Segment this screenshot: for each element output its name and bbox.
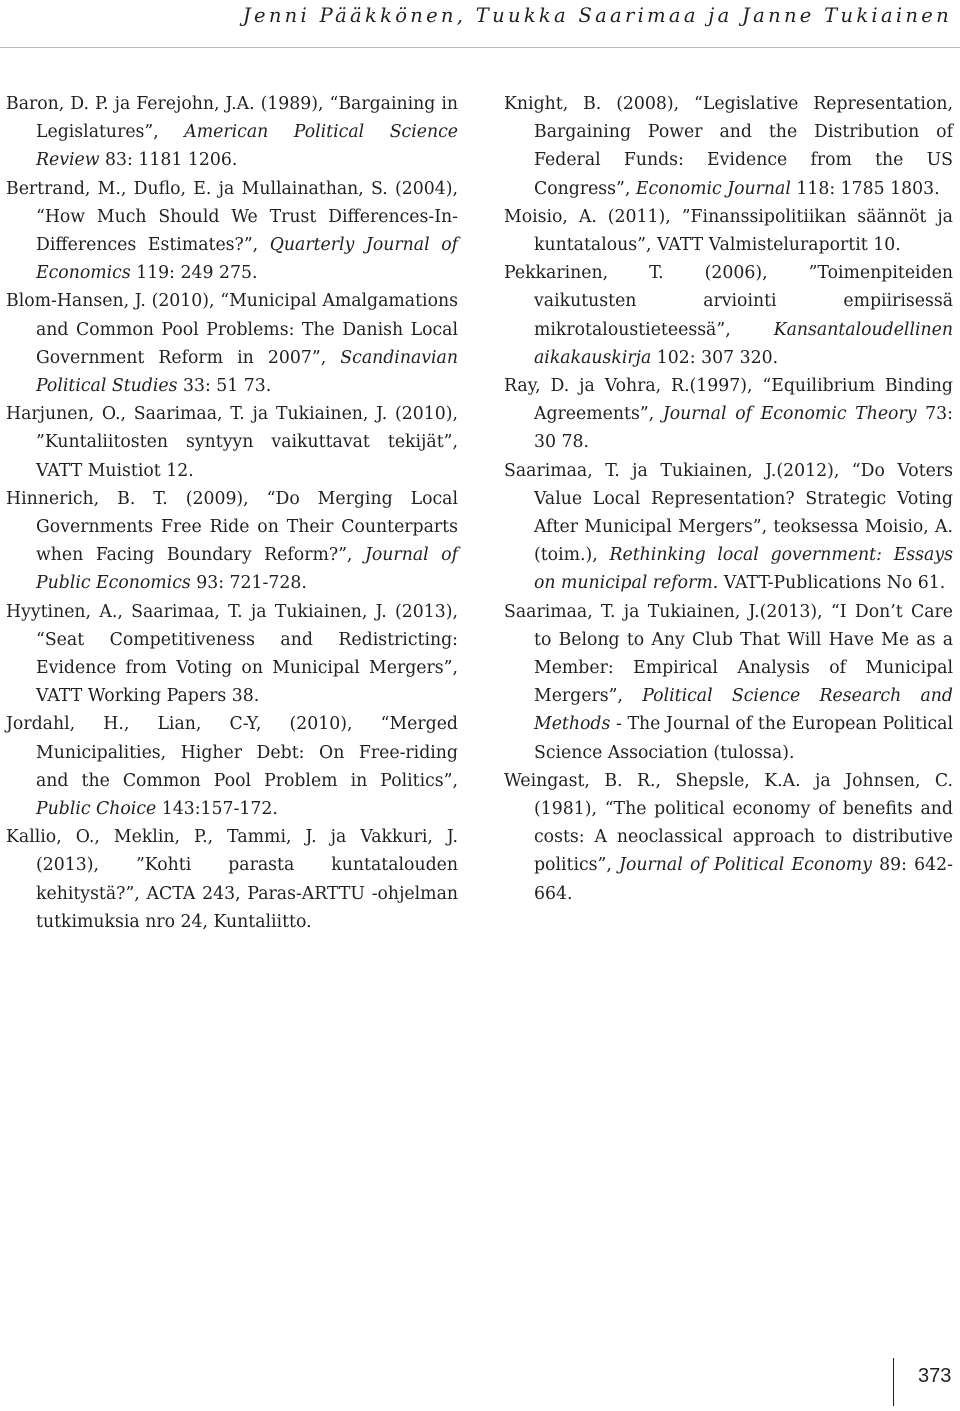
reference-entry bbox=[504, 90, 953, 203]
reference-source-title: Quarterly Journal of Economics bbox=[36, 235, 458, 284]
references-column-left bbox=[6, 90, 458, 936]
reference-entry bbox=[6, 485, 458, 598]
reference-entry bbox=[504, 457, 953, 598]
reference-entry bbox=[6, 710, 458, 823]
reference-source-title: Public Choice bbox=[36, 799, 157, 820]
reference-citation-details: 89: 642-664. bbox=[534, 855, 953, 904]
reference-text: Knight, B. (2008), “Legislative Representation, Bargaining Power and the Distribution of Federal Funds: Evidence from the US Congress”, bbox=[504, 94, 953, 199]
running-header bbox=[0, 0, 960, 48]
reference-text: Saarimaa, T. ja Tukiainen, J.(2013), “I Don’t Care to Belong to Any Club That Will Have Me as a Member: Empirical Analysis of Municipal Mergers”, bbox=[504, 601, 953, 707]
reference-text: Saarimaa, T. ja Tukiainen, J.(2012), “Do Voters Value Local Representation? Strategic Voting After Municipal Mergers”, teoksessa Moisio, A.(toim.), bbox=[504, 460, 953, 566]
page-number: 373 bbox=[893, 1358, 960, 1406]
reference-citation-details: - The Journal of the European Political Science Association (tulossa). bbox=[534, 714, 953, 763]
reference-text: Ray, D. ja Vohra, R.(1997), “Equilibrium Binding Agreements”, bbox=[504, 376, 953, 425]
reference-text: Jordahl, H., Lian, C-Y, (2010), “Merged Municipalities, Higher Debt: On Free-riding and the Common Pool Problem in Politics”, bbox=[6, 714, 458, 791]
reference-citation-details: 119: 249 275. bbox=[130, 263, 258, 284]
reference-source-title: Scandinavian Political Studies bbox=[36, 347, 458, 397]
reference-citation-details: 33: 51 73. bbox=[177, 376, 272, 397]
reference-source-title: Journal of Economic Theory bbox=[662, 404, 917, 425]
running-head-authors: Jenni Pääkkönen, Tuukka Saarimaa ja Janne Tukiainen bbox=[242, 4, 952, 27]
reference-source-title: Political Science Research and Methods bbox=[534, 686, 953, 735]
reference-text: Hinnerich, B. T. (2009), “Do Merging Local Governments Free Ride on Their Counterparts when Facing Boundary Reform?”, bbox=[6, 488, 458, 566]
reference-citation-details: 73: 30 78. bbox=[534, 404, 953, 453]
reference-entry bbox=[6, 175, 458, 288]
reference-text: Harjunen, O., Saarimaa, T. ja Tukiainen, J. (2010), ”Kuntaliitosten syntyyn vaikuttavat tekijät”, VATT Muistiot 12. bbox=[6, 404, 458, 481]
reference-entry bbox=[6, 287, 458, 400]
reference-citation-details: 93: 721-728. bbox=[190, 573, 307, 594]
reference-text: Baron, D. P. ja Ferejohn, J.A. (1989), “Bargaining in Legislatures”, bbox=[6, 94, 458, 143]
reference-entry bbox=[504, 203, 953, 259]
reference-entry bbox=[504, 598, 953, 767]
references-column-right bbox=[504, 90, 953, 908]
reference-entry bbox=[6, 598, 458, 711]
reference-citation-details: 83: 1181 1206. bbox=[99, 150, 238, 171]
reference-entry bbox=[504, 372, 953, 457]
reference-source-title: Journal of Political Economy bbox=[619, 855, 872, 876]
reference-citation-details: . VATT-Publications No 61. bbox=[712, 573, 946, 594]
reference-source-title: Rethinking local government: Essays on municipal reform bbox=[534, 545, 953, 594]
reference-entry bbox=[6, 90, 458, 175]
reference-source-title: American Political Science Review bbox=[36, 122, 458, 171]
reference-text: Moisio, A. (2011), ”Finanssipolitiikan säännöt ja kuntatalous”, VATT Valmisteluraportit 10. bbox=[504, 206, 953, 256]
reference-text: Hyytinen, A., Saarimaa, T. ja Tukiainen, J. (2013), “Seat Competitiveness and Redistricting: Evidence from Voting on Municipal Mergers”, VATT Working Papers 38. bbox=[6, 601, 458, 707]
reference-entry bbox=[6, 400, 458, 485]
reference-text: Bertrand, M., Duflo, E. ja Mullainathan, S. (2004), “How Much Should We Trust Differences-In-Differences Estimates?”, bbox=[6, 178, 458, 256]
reference-entry bbox=[504, 767, 953, 908]
reference-citation-details: 118: 1785 1803. bbox=[790, 178, 940, 199]
reference-text: Kallio, O., Meklin, P., Tammi, J. ja Vakkuri, J. (2013), ”Kohti parasta kuntatalouden kehitystä?”, ACTA 243, Paras-ARTTU -ohjelman tutkimuksia nro 24, Kuntaliitto. bbox=[6, 827, 458, 932]
reference-text: Weingast, B. R., Shepsle, K.A. ja Johnsen, C. (1981), “The political economy of benefits and costs: A neoclassical approach to distributive politics”, bbox=[504, 770, 953, 876]
reference-source-title: Journal of Public Economics bbox=[36, 545, 458, 594]
reference-citation-details: 102: 307 320. bbox=[651, 347, 779, 368]
reference-source-title: Kansantaloudellinen aikakauskirja bbox=[534, 319, 953, 368]
reference-entry bbox=[504, 259, 953, 372]
reference-entry bbox=[6, 823, 458, 936]
reference-source-title: Economic Journal bbox=[635, 178, 791, 199]
reference-citation-details: 143:157-172. bbox=[156, 799, 278, 820]
reference-text: Blom-Hansen, J. (2010), “Municipal Amalgamations and Common Pool Problems: The Danish Local Government Reform in 2007”, bbox=[6, 291, 458, 368]
reference-text: Pekkarinen, T. (2006), ”Toimenpiteiden vaikutusten arviointi empiirisessä mikrotaloustieteessä”, bbox=[504, 263, 953, 340]
